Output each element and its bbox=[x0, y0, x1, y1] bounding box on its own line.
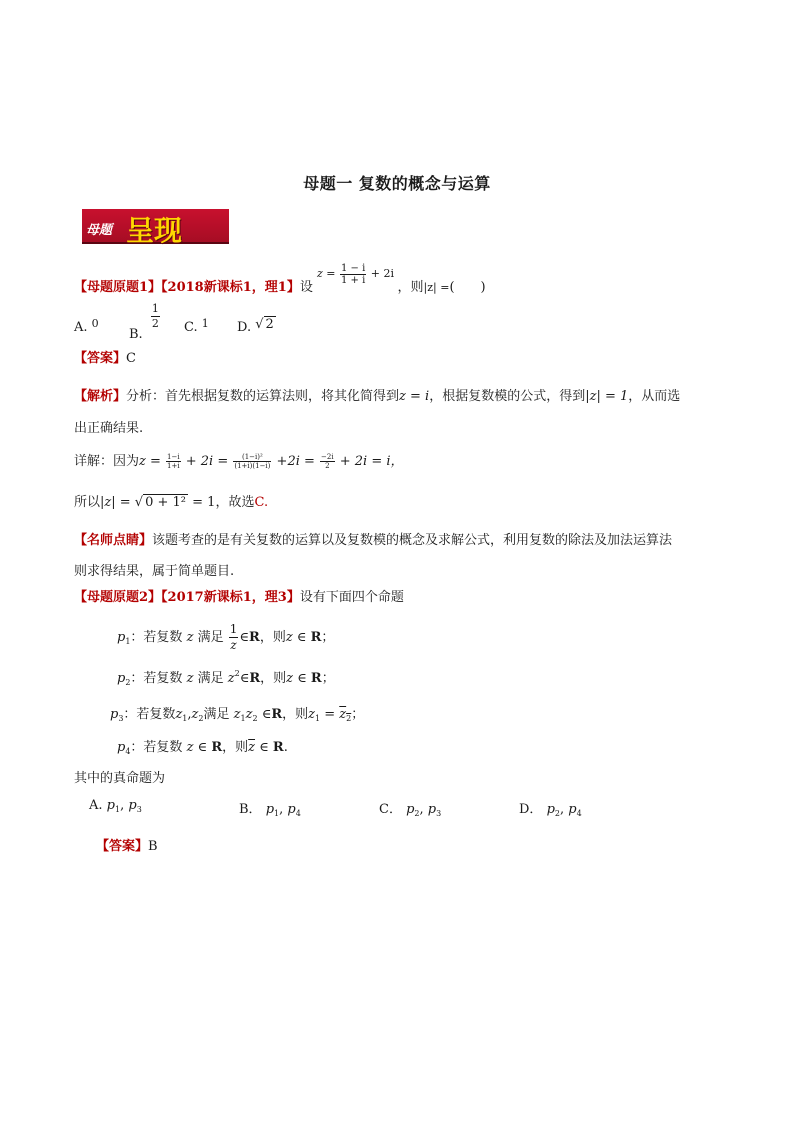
q2-proposition-p4: $p_4$：若复数 z ∈ R，则$\overline{z}$ ∈ R. bbox=[117, 740, 288, 756]
q1-analysis-line2: 出正确结果. bbox=[74, 421, 144, 436]
q2-answer: 【答案】B bbox=[96, 839, 158, 854]
q1-answer: 【答案】C bbox=[74, 351, 136, 366]
section-banner bbox=[82, 209, 229, 247]
q1-analysis: 【解析】分析：首先根据复数的运算法则，将其化简得到z = i，根据复数模的公式，得到|z| = 1，从而选 bbox=[74, 389, 681, 404]
q1-lead: 设 bbox=[299, 280, 313, 295]
banner-small-text: 母题 bbox=[86, 223, 113, 238]
page-title: 母题一 复数的概念与运算 bbox=[303, 174, 491, 193]
q2-proposition-p1: $p_1$：若复数 z 满足 $\frac{1}{z}$ ∈R，则z ∈ R； bbox=[117, 622, 335, 652]
q2-option-c: C． $p_2$, $p_3$ bbox=[379, 802, 442, 818]
q2-question: 【母题原题2】【2017新课标1，理3】设有下面四个命题 bbox=[74, 590, 404, 605]
q1-source: 【2018新课标1，理1】 bbox=[161, 280, 300, 295]
q2-option-a: A. $p_1$, $p_3$ bbox=[89, 798, 142, 814]
q1-conclusion: 所以|z| = √ 0 + 1² = 1，故选C. bbox=[74, 495, 269, 510]
banner-big-text: 呈现 bbox=[126, 214, 183, 247]
q1-tag: 【母题原题1】 bbox=[74, 280, 162, 295]
q1-tip: 【名师点睛】该题考查的是有关复数的运算以及复数模的概念及求解公式，利用复数的除法及加法运算法 bbox=[74, 533, 673, 548]
q1-detail: 详解：因为z = $\frac{1-i}{1+i}$ + 2i = $\frac{\text{(1−i)²}}{(1+i)(1-i)}$ +2i = $\frac{-2i}{2}$ + 2i = i， bbox=[74, 453, 404, 470]
q1-option-b: B. $\frac{1}{2}$ bbox=[129, 302, 159, 342]
q2-proposition-p2: $p_2$：若复数 z 满足 $z^2\in R$，则z ∈ R； bbox=[117, 669, 335, 687]
q2-proposition-p3: $p_3$：若复数$z_1,z_2$满足 $z_1z_2$ ∈R，则$z_1 = z_2$； bbox=[110, 707, 365, 723]
q1-option-a: A. $^0$ bbox=[74, 317, 99, 335]
q1-option-d: D. √ 2 bbox=[237, 317, 274, 335]
q1-option-c: C. $^1$ bbox=[184, 317, 209, 335]
q1-question: 【母题原题1】【2018新课标1，理1】设 $^{z = \frac{1 - i}{1 + i} + 2i}$ ，则|z| =( ) bbox=[74, 262, 486, 295]
q1-formula: z = 1 − i 1 + i + 2i bbox=[316, 262, 395, 286]
q2-true-lead: 其中的真命题为 bbox=[74, 771, 166, 786]
q2-option-b: B． $p_1$, $p_4$ bbox=[239, 802, 301, 818]
q1-tip-line2: 则求得结果，属于简单题目. bbox=[74, 564, 235, 579]
q2-option-d: D． $p_2$, $p_4$ bbox=[519, 802, 582, 818]
